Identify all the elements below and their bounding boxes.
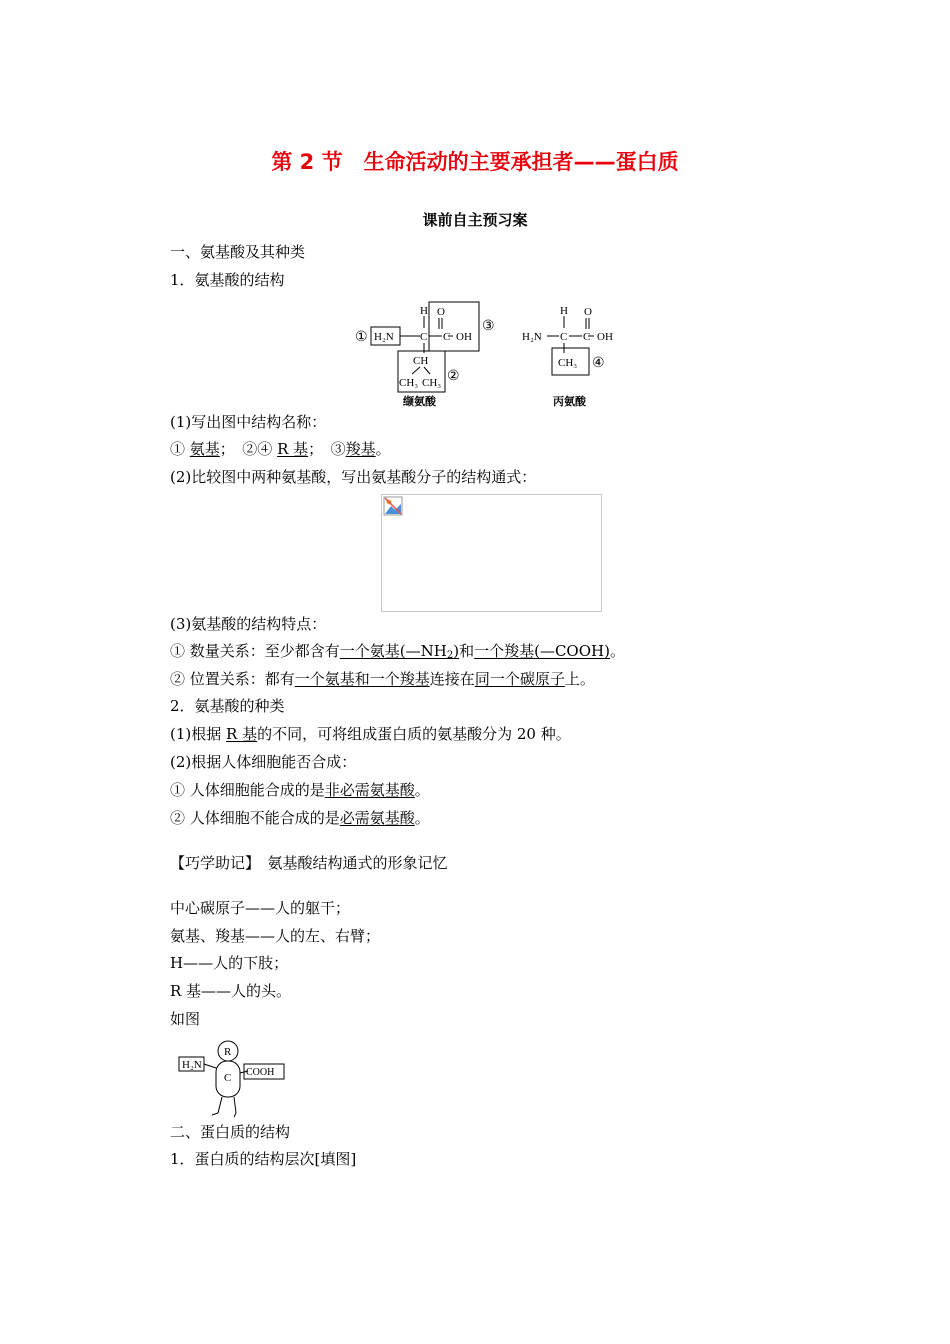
memory-line-2: 氨基、羧基——人的左、右臂； [170,927,381,945]
question-1: (1)写出图中结构名称： [170,413,327,431]
answer-1: ① 氨基； ②④ R 基； ③羧基。 [170,440,391,458]
arm-cooh: COOH [246,1067,275,1078]
memory-line-3: H——人的下肢； [170,954,289,972]
valine-ch3-right: CH₃ [422,377,442,389]
section-subtitle: 课前自主预习案 [422,211,528,229]
alanine-ch3: CH₃ [558,357,578,369]
valine-o: O [437,306,445,318]
valine-amino-group: H₂N [374,331,394,343]
head-r: R [224,1046,232,1058]
alanine-label: 丙氨酸 [553,396,586,408]
alanine-o: O [584,306,592,318]
types-line-4: ② 人体细胞不能合成的是必需氨基酸。 [170,809,430,827]
label-circle-4: ④ [592,356,605,371]
valine-h: H [420,305,428,317]
item-structure: 1．氨基酸的结构 [170,271,285,289]
valine-label: 缬氨酸 [403,396,436,408]
types-line-2: (2)根据人体细胞能否合成： [170,753,357,771]
valine-oh: OH [456,331,472,343]
alanine-oh: OH [597,331,613,343]
valine-ch: CH [413,355,429,367]
alanine-central-carbon: C [560,331,568,343]
label-circle-3: ③ [482,319,495,334]
heading-protein-structure: 二、蛋白质的结构 [170,1123,291,1141]
types-line-1: (1)根据 R 基的不同，可将组成蛋白质的氨基酸分为 20 种。 [170,725,571,743]
answer-3a: ① 数量关系：至少都含有一个氨基$(—NH_2)$和一个羧基(—COOH)。 [170,642,625,661]
valine-central-carbon: C [420,331,428,343]
page-title: 第 2 节 生命活动的主要承担者——蛋白质 [271,150,679,174]
label-circle-1: ① [355,330,368,345]
arm-h2n: H₂N [182,1059,202,1071]
item-types: 2．氨基酸的种类 [170,697,285,715]
heading-amino-acids: 一、氨基酸及其种类 [170,243,306,261]
types-line-3: ① 人体细胞能合成的是非必需氨基酸。 [170,781,430,799]
question-3: (3)氨基酸的结构特点： [170,615,327,633]
memory-line-1: 中心碳原子——人的躯干； [170,899,351,917]
memory-tip-heading: 【巧学助记】 氨基酸结构通式的形象记忆 [170,854,448,872]
answer-3b: ② 位置关系：都有一个氨基和一个羧基连接在同一个碳原子上。 [170,670,595,688]
broken-image-icon [383,496,403,516]
broken-image-placeholder [381,494,602,612]
valine-c: C [443,331,451,343]
alanine-amino-group: H₂N [522,331,542,343]
alanine-h: H [560,305,568,317]
memory-line-4: R 基——人的头。 [170,982,292,1000]
alanine-c: C [583,331,591,343]
item-structure-levels: 1．蛋白质的结构层次[填图] [170,1150,357,1168]
question-2: (2)比较图中两种氨基酸，写出氨基酸分子的结构通式： [170,468,537,486]
body-c: C [224,1072,232,1084]
memory-line-5: 如图 [170,1010,201,1028]
mnemonic-figure [176,1039,288,1121]
valine-ch3-left: CH₃ [399,377,419,389]
amino-acid-structure-diagram [350,298,640,410]
label-circle-2: ② [447,369,460,384]
